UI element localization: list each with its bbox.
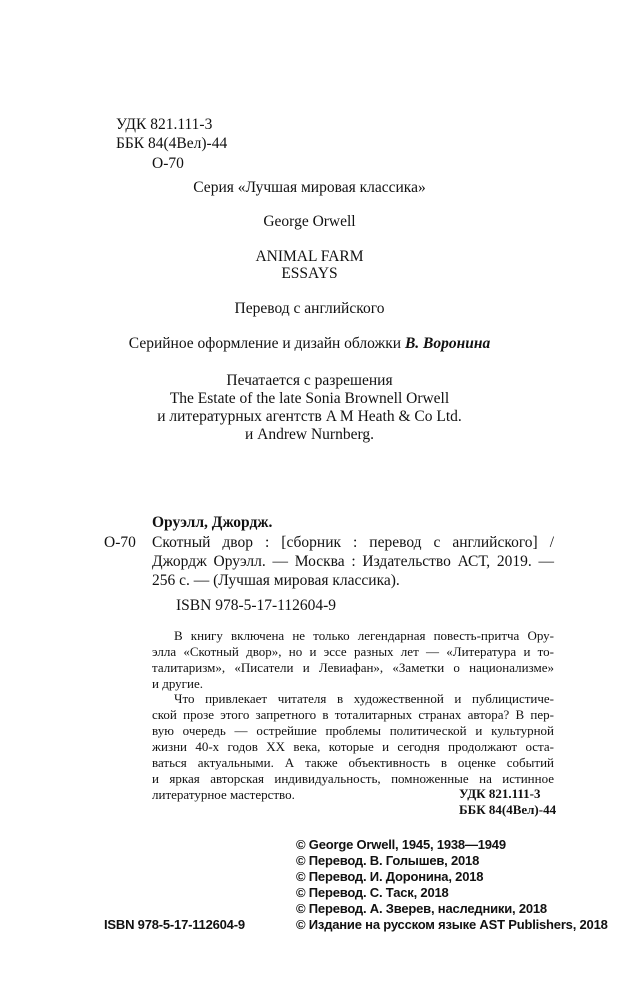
annotation-p2-line-1: Что привлекает читателя в художественной и публицистиче- — [174, 691, 554, 706]
catalog-mark: О-70 — [104, 534, 136, 551]
title-english-line-2: ESSAYS — [281, 265, 338, 282]
bbk-code: ББК 84(4Вел)-44 — [116, 135, 228, 152]
isbn-footer: ISBN 978-5-17-112604-9 — [104, 917, 245, 932]
permission-line-4: и Andrew Nurnberg. — [245, 426, 374, 443]
copyright-line-2: © Перевод. В. Голышев, 2018 — [296, 853, 480, 868]
copyright-line-5: © Перевод. А. Зверев, наследники, 2018 — [296, 901, 547, 916]
translation-note: Перевод с английского — [234, 300, 385, 317]
copyright-line-6: © Издание на русском языке AST Publishers, 2018 — [296, 917, 608, 932]
permission-line-3: и литературных агентств A M Heath & Co Ltd. — [157, 408, 462, 425]
copyright-line-4: © Перевод. С. Таск, 2018 — [296, 885, 449, 900]
annotation-p2-line-2: ской прозе этого запретного в тоталитарных странах автора? В пер- — [152, 707, 554, 722]
catalog-line-3: 256 с. — (Лучшая мировая классика). — [152, 572, 400, 589]
annotation-bbk: ББК 84(4Вел)-44 — [459, 802, 557, 817]
annotation-p2-line-6: и яркая авторская индивидуальность, помноженные на истинное — [152, 771, 554, 786]
author-english: George Orwell — [263, 213, 356, 230]
catalog-line-1: Скотный двор : [сборник : перевод с английского] / — [152, 534, 554, 551]
annotation-p1-line-2: элла «Скотный двор», но и эссе разных лет — «Литература и то- — [152, 644, 554, 659]
author-mark: О-70 — [152, 155, 184, 172]
catalog-isbn: ISBN 978-5-17-112604-9 — [176, 597, 337, 614]
udk-code: УДК 821.111-3 — [116, 116, 213, 133]
series-line: Серия «Лучшая мировая классика» — [193, 179, 426, 196]
annotation-p2-line-5: ваться актуальными. А также объективность в оценке событий — [152, 755, 554, 770]
annotation-p1-line-1: В книгу включена не только легендарная повесть-притча Ору- — [174, 628, 554, 643]
annotation-udk: УДК 821.111-3 — [459, 786, 541, 801]
copyright-line-1: © George Orwell, 1945, 1938—1949 — [296, 837, 506, 852]
copyright-line-3: © Перевод. И. Доронина, 2018 — [296, 869, 484, 884]
catalog-line-2: Джордж Оруэлл. — Москва : Издательство АСТ, 2019. — — [152, 553, 554, 570]
permission-line-2: The Estate of the late Sonia Brownell Orwell — [169, 390, 450, 407]
annotation-p1-line-4: и другие. — [152, 676, 203, 691]
design-note-text: Серийное оформление и дизайн обложки — [128, 335, 405, 352]
annotation-p2-line-4: жизни 40-х годов XX века, которые и сегодня продолжают оста- — [152, 739, 554, 754]
annotation-p2-line-7: литературное мастерство. — [152, 787, 295, 802]
designer-name: В. Воронина — [404, 335, 491, 352]
catalog-author: Оруэлл, Джордж. — [152, 514, 273, 531]
permission-line-1: Печатается с разрешения — [226, 372, 393, 389]
annotation-p1-line-3: талитаризм», «Писатели и Левиафан», «Заметки о национализме» — [152, 660, 554, 675]
annotation-p2-line-3: вую очередь — острейшие проблемы политической и культурной — [152, 723, 554, 738]
title-english-line-1: ANIMAL FARM — [255, 248, 364, 265]
design-note — [0, 335, 619, 353]
